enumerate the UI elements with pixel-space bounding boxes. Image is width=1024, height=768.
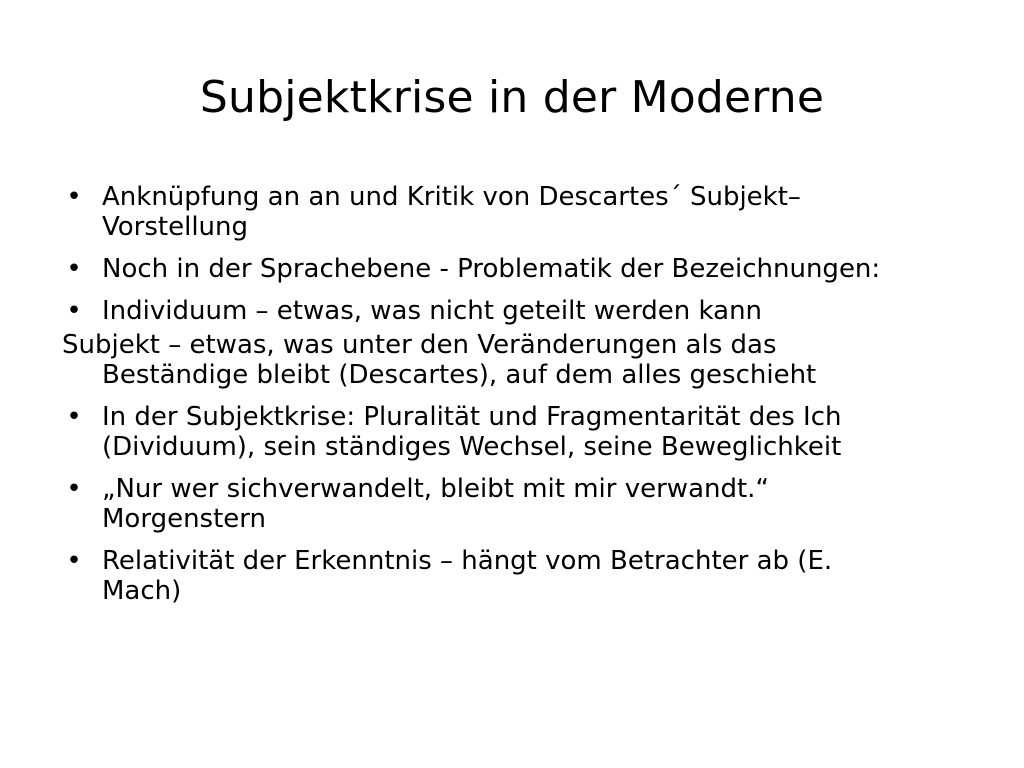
bullet-text-line: Relativität der Erkenntnis – hängt vom Betrachter ab (E. [102, 546, 833, 576]
bullet-icon: • [66, 182, 82, 212]
bullet-item [62, 182, 972, 242]
bullet-text-line: Morgenstern [102, 504, 266, 534]
bullet-icon: • [66, 546, 82, 576]
bullet-text-line: Anknüpfung an an und Kritik von Descartes´ Subjekt– [102, 182, 801, 212]
bullet-text-line: Mach) [102, 576, 182, 606]
bullet-text-line: Noch in der Sprachebene - Problematik der Bezeichnungen: [102, 254, 881, 284]
bullet-item [62, 474, 972, 534]
bullet-item [62, 402, 972, 462]
paragraph-text-line: Beständige bleibt (Descartes), auf dem alles geschieht [102, 360, 817, 390]
bullet-text-line: (Dividuum), sein ständiges Wechsel, seine Beweglichkeit [102, 432, 842, 462]
bullet-item [62, 254, 972, 284]
bullet-text-line: In der Subjektkrise: Pluralität und Fragmentarität des Ich [102, 402, 842, 432]
bullet-text-line: Individuum – etwas, was nicht geteilt werden kann [102, 296, 763, 326]
plain-paragraph [62, 330, 972, 390]
bullet-icon: • [66, 474, 82, 504]
paragraph-text-line: Subjekt – etwas, was unter den Veränderungen als das [62, 330, 777, 360]
bullet-text-line: Vorstellung [102, 212, 249, 242]
bullet-item [62, 546, 972, 606]
slide-content [62, 182, 972, 618]
slide-title: Subjektkrise in der Moderne [199, 72, 825, 123]
bullet-icon: • [66, 296, 82, 326]
bullet-icon: • [66, 402, 82, 432]
bullet-item [62, 296, 972, 326]
bullet-icon: • [66, 254, 82, 284]
bullet-text-line: „Nur wer sichverwandelt, bleibt mit mir verwandt.“ [102, 474, 769, 504]
